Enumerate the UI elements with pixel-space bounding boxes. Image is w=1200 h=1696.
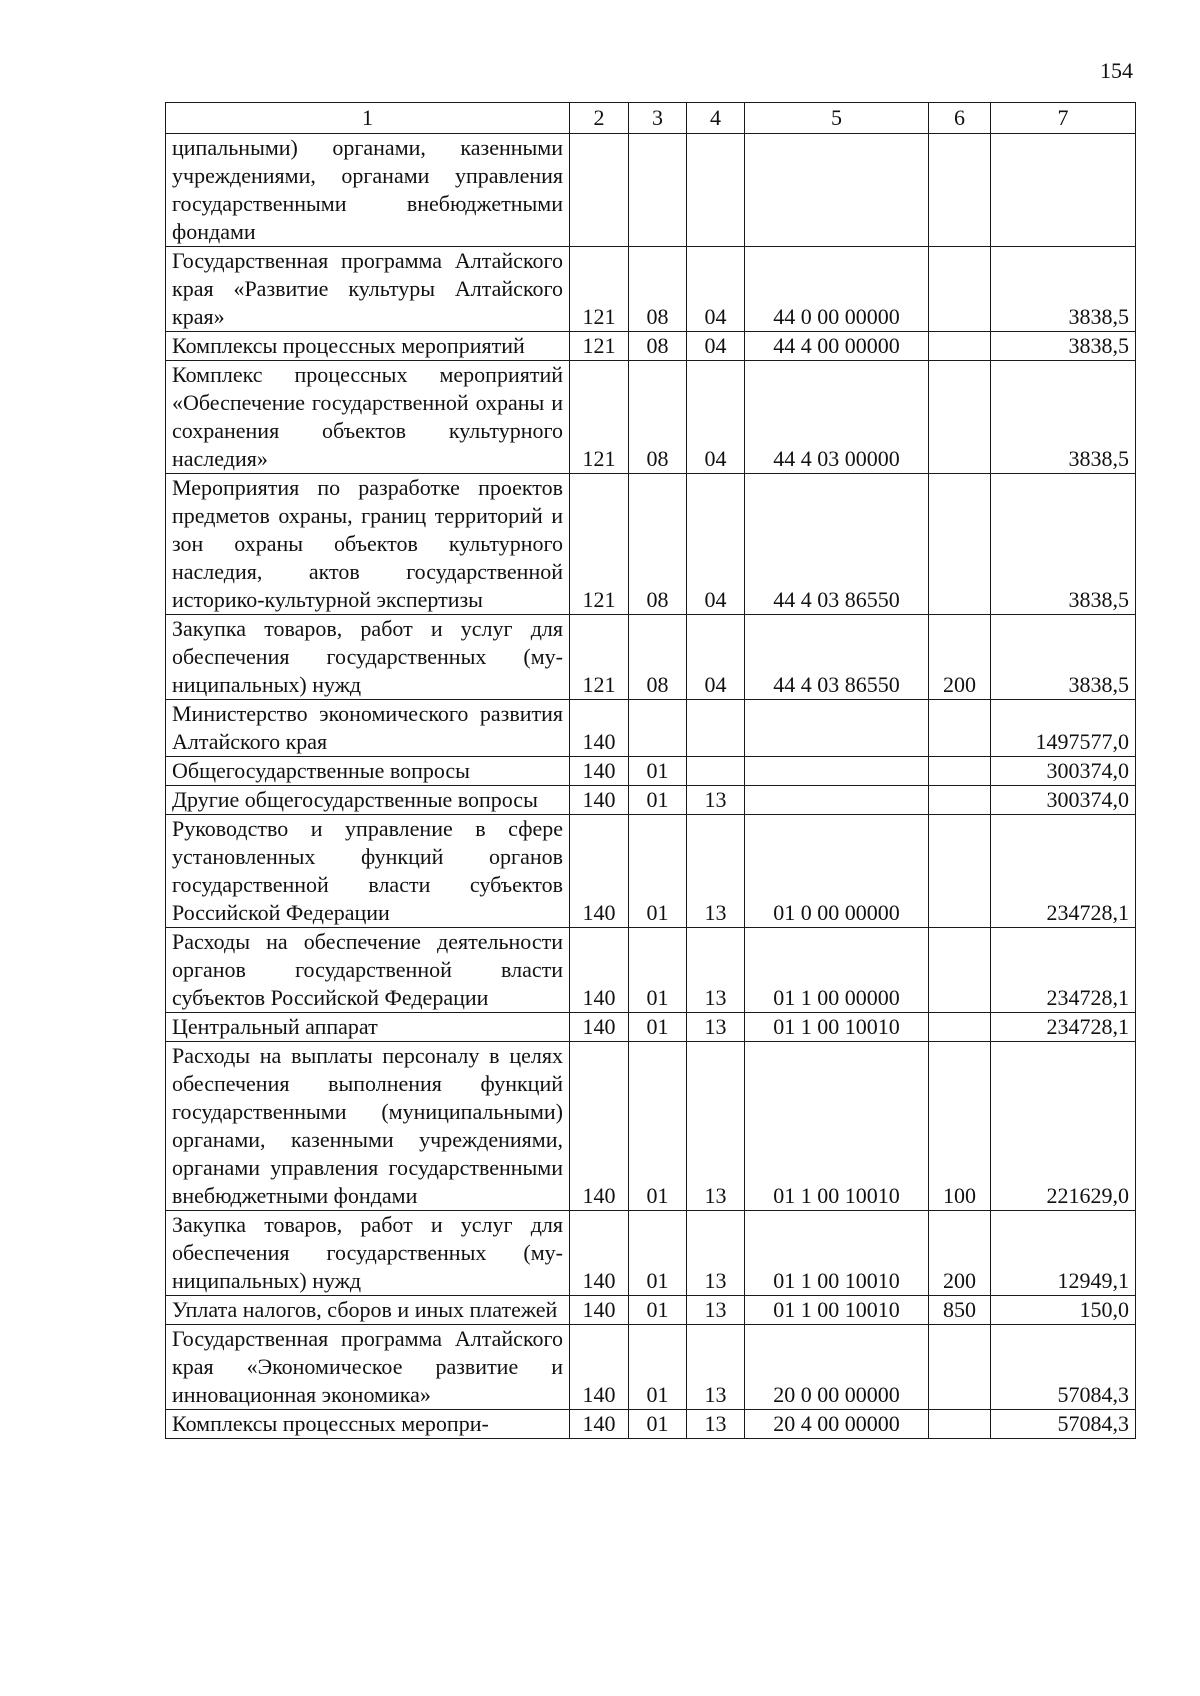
section-code-cell: 08 [629, 361, 687, 474]
item-name-cell: Мероприятия по разработке проектов предметов охраны, границ территорий и зон охраны объектов культурного наследия, актов государственной историко-культурной экспертизы [166, 474, 570, 615]
table-header-row [166, 103, 1136, 134]
table-row [166, 1042, 1136, 1211]
subsection-code-cell: 13 [687, 1410, 745, 1439]
subsection-code-cell: 04 [687, 615, 745, 700]
subsection-code-cell: 04 [687, 332, 745, 361]
section-code-cell: 01 [629, 786, 687, 815]
section-code-cell: 08 [629, 332, 687, 361]
target-article-cell: 01 0 00 00000 [745, 815, 929, 928]
table-row [166, 1410, 1136, 1439]
table-row [166, 1296, 1136, 1325]
subsection-code-cell: 04 [687, 247, 745, 332]
item-name-cell: ципальными) органами, казенными учреждениями, органами управления государственными внебюджетными фондами [166, 134, 570, 247]
department-code-cell: 140 [570, 1042, 629, 1211]
expense-type-cell: 200 [929, 1211, 991, 1296]
section-code-cell [629, 700, 687, 757]
target-article-cell [745, 134, 929, 247]
subsection-code-cell [687, 757, 745, 786]
department-code-cell: 140 [570, 700, 629, 757]
expense-type-cell [929, 1325, 991, 1410]
page-number: 154 [1100, 58, 1133, 83]
item-name-cell: Расходы на выплаты персоналу в целях обеспечения выполнения функций государственными (муниципальными) органами, казенными учреждениями, органами управления государственными внебюджетными фондами [166, 1042, 570, 1211]
amount-cell: 57084,3 [991, 1410, 1136, 1439]
department-code-cell: 121 [570, 247, 629, 332]
target-article-cell [745, 757, 929, 786]
item-name-cell: Уплата налогов, сборов и иных платежей [166, 1296, 570, 1325]
expense-type-cell [929, 786, 991, 815]
expense-type-cell [929, 134, 991, 247]
target-article-cell [745, 700, 929, 757]
target-article-cell: 44 4 03 00000 [745, 361, 929, 474]
amount-cell: 300374,0 [991, 786, 1136, 815]
target-article-cell: 44 0 00 00000 [745, 247, 929, 332]
expense-type-cell [929, 928, 991, 1013]
section-code-cell: 01 [629, 1410, 687, 1439]
table-row [166, 815, 1136, 928]
expense-type-cell: 100 [929, 1042, 991, 1211]
department-code-cell: 140 [570, 1211, 629, 1296]
amount-cell: 234728,1 [991, 928, 1136, 1013]
table-row [166, 1013, 1136, 1042]
expense-type-cell [929, 700, 991, 757]
expense-type-cell [929, 1013, 991, 1042]
item-name-cell: Комплекс процессных мероприятий «Обеспечение государственной охраны и сохранения объектов культурного наследия» [166, 361, 570, 474]
section-code-cell: 08 [629, 247, 687, 332]
amount-cell: 3838,5 [991, 615, 1136, 700]
table-row [166, 134, 1136, 247]
department-code-cell: 121 [570, 361, 629, 474]
table-row [166, 786, 1136, 815]
expense-type-cell: 200 [929, 615, 991, 700]
section-code-cell: 01 [629, 757, 687, 786]
target-article-cell: 01 1 00 10010 [745, 1042, 929, 1211]
section-code-cell: 01 [629, 928, 687, 1013]
section-code-cell: 01 [629, 815, 687, 928]
table-row [166, 615, 1136, 700]
department-code-cell: 140 [570, 1013, 629, 1042]
subsection-code-cell: 13 [687, 786, 745, 815]
subsection-code-cell: 04 [687, 474, 745, 615]
department-code-cell: 140 [570, 757, 629, 786]
subsection-code-cell: 04 [687, 361, 745, 474]
section-code-cell: 08 [629, 615, 687, 700]
amount-cell: 234728,1 [991, 1013, 1136, 1042]
target-article-cell: 20 4 00 00000 [745, 1410, 929, 1439]
amount-cell [991, 134, 1136, 247]
amount-cell: 234728,1 [991, 815, 1136, 928]
target-article-cell: 20 0 00 00000 [745, 1325, 929, 1410]
table-row [166, 474, 1136, 615]
target-article-cell: 01 1 00 00000 [745, 928, 929, 1013]
column-header: 2 [570, 103, 629, 134]
amount-cell: 12949,1 [991, 1211, 1136, 1296]
target-article-cell: 01 1 00 10010 [745, 1296, 929, 1325]
expense-type-cell [929, 247, 991, 332]
department-code-cell [570, 134, 629, 247]
table-row [166, 1211, 1136, 1296]
item-name-cell: Другие общегосударственные вопросы [166, 786, 570, 815]
amount-cell: 57084,3 [991, 1325, 1136, 1410]
item-name-cell: Комплексы процессных мероприятий [166, 332, 570, 361]
item-name-cell: Руководство и управление в сфере установленных функций органов государственной власти субъектов Российской Федерации [166, 815, 570, 928]
table-row [166, 1325, 1136, 1410]
expense-type-cell [929, 332, 991, 361]
department-code-cell: 140 [570, 1296, 629, 1325]
column-header: 6 [929, 103, 991, 134]
item-name-cell: Комплексы процессных меропри- [166, 1410, 570, 1439]
column-header: 1 [166, 103, 570, 134]
subsection-code-cell: 13 [687, 1296, 745, 1325]
table-row [166, 332, 1136, 361]
target-article-cell: 44 4 00 00000 [745, 332, 929, 361]
expense-type-cell [929, 1410, 991, 1439]
expense-type-cell [929, 474, 991, 615]
expense-type-cell [929, 757, 991, 786]
item-name-cell: Государственная программа Алтайского края «Экономическое развитие и инновационная экономика» [166, 1325, 570, 1410]
subsection-code-cell: 13 [687, 1013, 745, 1042]
column-header: 7 [991, 103, 1136, 134]
item-name-cell: Закупка товаров, работ и услуг для обеспечения государственных (муниципальных) нужд [166, 1211, 570, 1296]
section-code-cell: 01 [629, 1296, 687, 1325]
item-name-cell: Министерство экономического развития Алтайского края [166, 700, 570, 757]
department-code-cell: 140 [570, 786, 629, 815]
amount-cell: 3838,5 [991, 474, 1136, 615]
amount-cell: 3838,5 [991, 361, 1136, 474]
subsection-code-cell [687, 134, 745, 247]
amount-cell: 1497577,0 [991, 700, 1136, 757]
department-code-cell: 121 [570, 332, 629, 361]
subsection-code-cell: 13 [687, 815, 745, 928]
expense-type-cell [929, 815, 991, 928]
subsection-code-cell [687, 700, 745, 757]
department-code-cell: 140 [570, 1325, 629, 1410]
expense-type-cell [929, 361, 991, 474]
target-article-cell: 44 4 03 86550 [745, 615, 929, 700]
subsection-code-cell: 13 [687, 1325, 745, 1410]
department-code-cell: 121 [570, 615, 629, 700]
section-code-cell: 01 [629, 1042, 687, 1211]
expense-type-cell: 850 [929, 1296, 991, 1325]
amount-cell: 221629,0 [991, 1042, 1136, 1211]
item-name-cell: Общегосударственные вопросы [166, 757, 570, 786]
amount-cell: 150,0 [991, 1296, 1136, 1325]
department-code-cell: 140 [570, 928, 629, 1013]
column-header: 4 [687, 103, 745, 134]
subsection-code-cell: 13 [687, 928, 745, 1013]
table-row [166, 757, 1136, 786]
section-code-cell: 01 [629, 1325, 687, 1410]
item-name-cell: Закупка товаров, работ и услуг для обеспечения государственных (муниципальных) нужд [166, 615, 570, 700]
column-header: 3 [629, 103, 687, 134]
section-code-cell [629, 134, 687, 247]
amount-cell: 300374,0 [991, 757, 1136, 786]
subsection-code-cell: 13 [687, 1211, 745, 1296]
target-article-cell [745, 786, 929, 815]
department-code-cell: 140 [570, 815, 629, 928]
department-code-cell: 121 [570, 474, 629, 615]
table-row [166, 928, 1136, 1013]
table-row [166, 700, 1136, 757]
item-name-cell: Расходы на обеспечение деятельности органов государственной власти субъектов Российской Федерации [166, 928, 570, 1013]
budget-table [165, 102, 1136, 1439]
section-code-cell: 08 [629, 474, 687, 615]
amount-cell: 3838,5 [991, 332, 1136, 361]
column-header: 5 [745, 103, 929, 134]
subsection-code-cell: 13 [687, 1042, 745, 1211]
item-name-cell: Центральный аппарат [166, 1013, 570, 1042]
table-row [166, 247, 1136, 332]
section-code-cell: 01 [629, 1013, 687, 1042]
section-code-cell: 01 [629, 1211, 687, 1296]
item-name-cell: Государственная программа Алтайского края «Развитие культуры Алтайского края» [166, 247, 570, 332]
table-row [166, 361, 1136, 474]
target-article-cell: 01 1 00 10010 [745, 1211, 929, 1296]
amount-cell: 3838,5 [991, 247, 1136, 332]
target-article-cell: 44 4 03 86550 [745, 474, 929, 615]
target-article-cell: 01 1 00 10010 [745, 1013, 929, 1042]
department-code-cell: 140 [570, 1410, 629, 1439]
